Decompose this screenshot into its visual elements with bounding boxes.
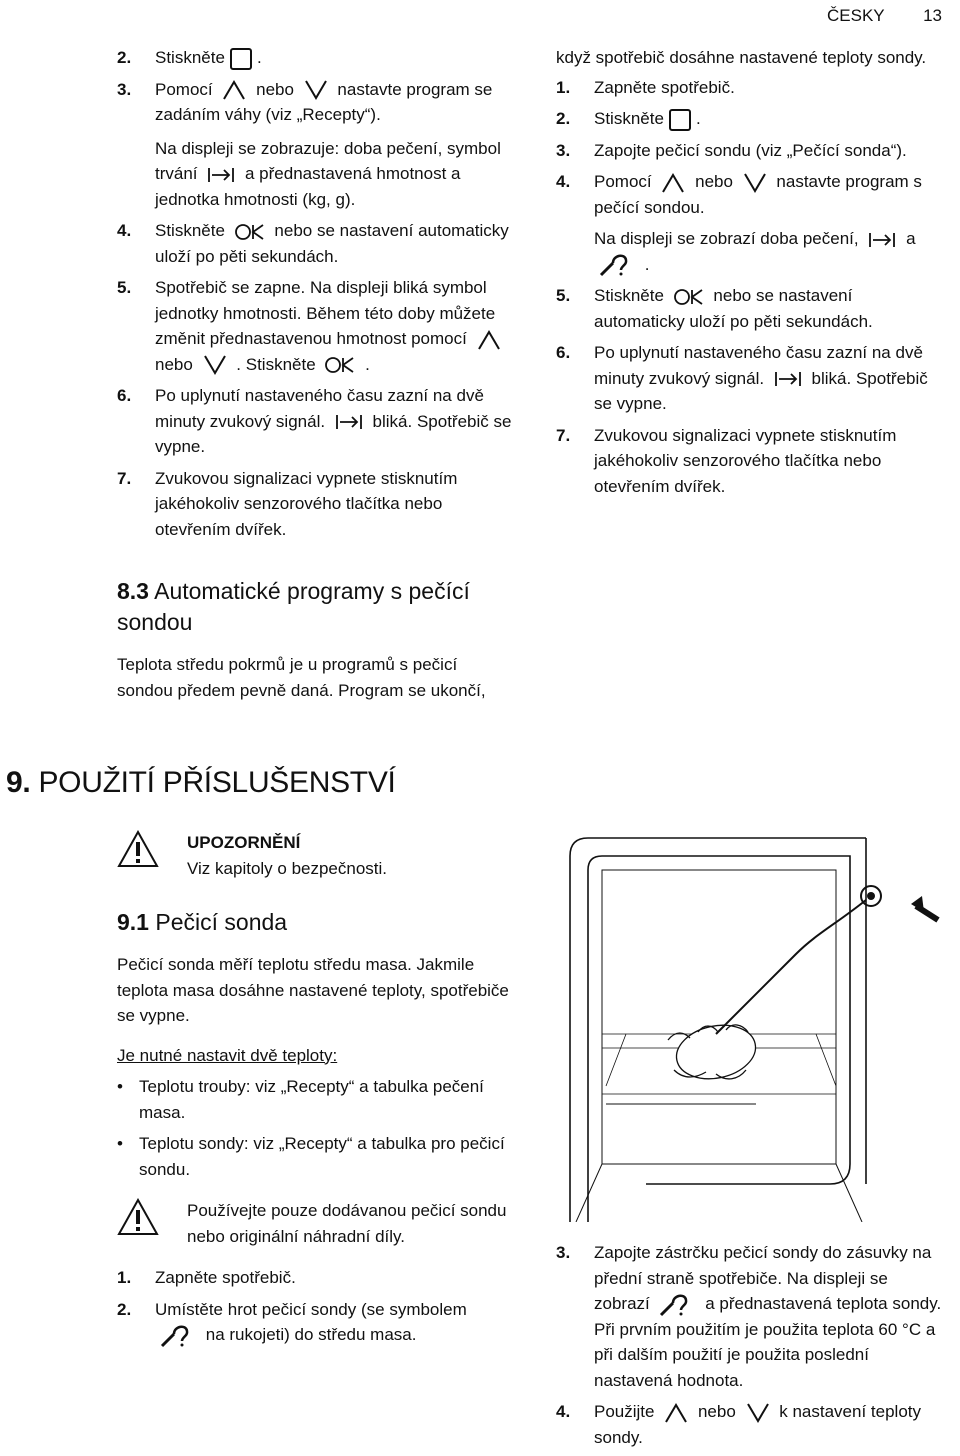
up-arrow-icon [661, 173, 685, 193]
warning-title: UPOZORNĚNÍ [187, 833, 301, 852]
probe-step-3: 3. Zapojte zástrčku pečicí sondy do zásuvky na přední straně spotřebiče. Na displeji se zobrazí a přednastavená teplota sondy. Při prvním použitím je použita teplota 60 °C a při dalším použití je použita poslední nastavená hodnota. [556, 1243, 942, 1390]
up-arrow-icon [664, 1403, 688, 1423]
ok-icon [235, 223, 265, 241]
duration-icon [335, 413, 363, 431]
right-step-3: 3. Zapojte pečicí sondu (viz „Pečící sonda“). [556, 140, 907, 160]
left-step-7: 7. Zvukovou signalizaci vypnete stisknutím jakéhokoliv senzorového tlačítka nebo otevřením dvířek. [117, 468, 458, 539]
probe-step-1: 1. Zapněte spotřebič. [117, 1268, 296, 1287]
probe-icon [599, 253, 635, 277]
down-arrow-icon [304, 80, 328, 100]
ok-icon [325, 356, 355, 374]
probe-icon [659, 1293, 695, 1317]
duration-icon [207, 166, 235, 184]
chapter-9-left [117, 830, 522, 1354]
left-step-4: 4. Stiskněte nebo se nastavení automaticky uloží po pěti sekundách. [117, 221, 509, 266]
page-number: 13 [923, 6, 942, 25]
left-step-6: 6. Po uplynutí nastaveného času zazní na dvě minuty zvukový signál. bliká. Spotřebič se vypne. [117, 386, 512, 456]
left-step-5: 5. Spotřebič se zapne. Na displeji bliká symbol jednotky hmotnosti. Během této doby můžete změnit přednastavenou hmotnost pomocí nebo . Stiskněte . [117, 275, 517, 377]
language-label: ČESKY [827, 6, 885, 25]
down-arrow-icon [203, 355, 227, 375]
probe-step-2: 2. Umístěte hrot pečicí sondy (se symbolem na rukojeti) do středu masa. [117, 1297, 522, 1348]
duration-icon [774, 370, 802, 388]
warning-box [117, 830, 522, 881]
right-step-6: 6. Po uplynutí nastaveného času zazní na dvě minuty zvukový signál. bliká. Spotřebič se vypne. [556, 343, 928, 414]
left-step-3: 3. Pomocí nebo nastavte program se zadáním váhy (viz „Recepty“). Na displeji se zobrazuje: doba pečení, symbol trvání a přednastavená hmotnost a jednotka hmotnosti (kg, g). [117, 79, 501, 209]
caution-text: Používejte pouze dodávanou pečicí sondu nebo originální náhradní díly. [187, 1201, 507, 1246]
chapter-9-heading: 9. POUŽITÍ PŘÍSLUŠENSTVÍ [6, 766, 396, 799]
right-column-bottom [556, 1240, 946, 1456]
section-8-3-heading: 8.3 Automatické programy s pečící sondou [117, 578, 470, 635]
right-step-5: 5. Stiskněte nebo se nastavení automaticky uloží po pěti sekundách. [556, 286, 873, 331]
square-button-icon [230, 48, 252, 70]
warning-icon [117, 1198, 159, 1236]
oven-probe-illustration [566, 834, 950, 1222]
section-9-1-text: Pečicí sonda měří teplotu středu masa. Jakmile teplota masa dosáhne nastavené teploty, spotřebiče se vypne. [117, 955, 509, 1025]
page-header [793, 6, 942, 26]
section-9-1-heading: 9.1 Pečicí sonda [117, 909, 288, 935]
ok-icon [674, 288, 704, 306]
square-button-icon [669, 109, 691, 131]
right-step-1: 1. Zapněte spotřebič. [556, 77, 735, 97]
right-step-4: 4. Pomocí nebo nastavte program s pečící sondou. Na displeji se zobrazí doba pečení, a . [556, 169, 946, 277]
bullet-item: • Teplotu sondy: viz „Recepty“ a tabulka pro pečicí sondu. [117, 1134, 505, 1179]
probe-icon [160, 1324, 196, 1348]
section-8-3-text: Teplota středu pokrmů je u programů s pečicí sondou předem pevně daná. Program se ukončí, [117, 655, 486, 700]
must-set-label: Je nutné nastavit dvě teploty: [117, 1045, 338, 1065]
down-arrow-icon [743, 173, 767, 193]
warning-icon [117, 830, 159, 868]
warning-text: Viz kapitoly o bezpečnosti. [187, 858, 388, 878]
duration-icon [868, 231, 896, 249]
right-column: když spotřebič dosáhne nastavené teploty sondy. 1. Zapněte spotřebič. 2. Stiskněte . 3. Zapojte pečicí sondu (viz „Pečící sonda“). 4. Pomocí nebo nastavte program s pečící sondou. Na displeji se zobrazí doba pečení, a . 5. Stiskněte nebo se nastavení automaticky uloží po pěti sekundách. 6. Po uplynutí nastaveného času zazní na dvě minuty zvukový signál. bliká. Spotřebič se vypne. 7. Zvukovou signalizaci vypnete stisknutím jakéhokoliv senzorového tlačítka nebo otevřením dvířek. [556, 45, 946, 505]
right-step-7: 7. Zvukovou signalizaci vypnete stisknutím jakéhokoliv senzorového tlačítka nebo otevřením dvířek. [556, 425, 897, 496]
right-step-2: 2. Stiskněte . [556, 106, 946, 132]
down-arrow-icon [746, 1403, 770, 1423]
left-column [117, 45, 517, 703]
up-arrow-icon [477, 330, 501, 350]
probe-step-4: 4. Použijte nebo k nastavení teploty sondy. [556, 1402, 922, 1447]
bullet-item: • Teplotu trouby: viz „Recepty“ a tabulka pečení masa. [117, 1077, 484, 1122]
up-arrow-icon [222, 80, 246, 100]
caution-box [117, 1198, 522, 1249]
left-step-2: 2. Stiskněte . [117, 45, 517, 71]
